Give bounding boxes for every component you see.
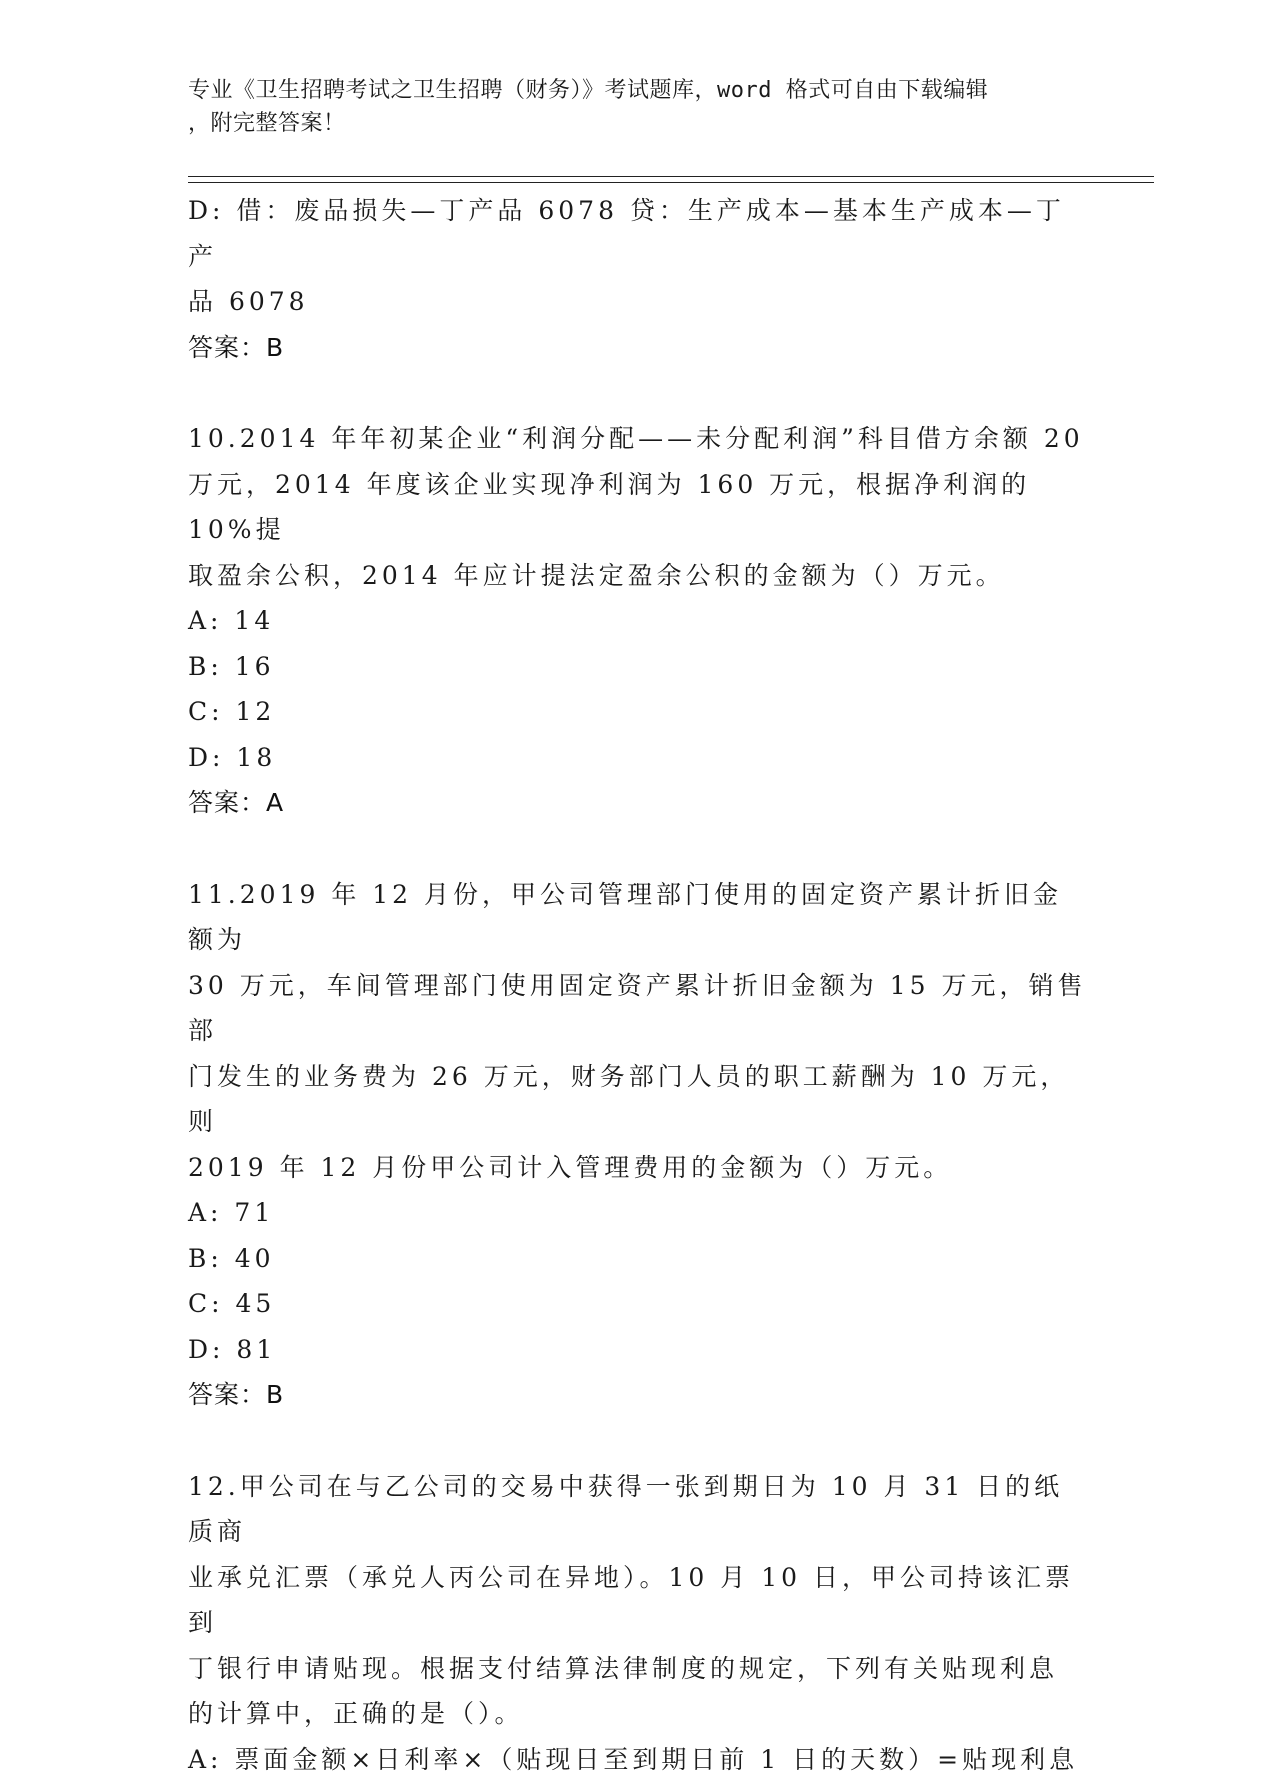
- option-d: D: 18: [188, 735, 1088, 781]
- document-body: [188, 188, 1088, 1782]
- question-stem-line: 业承兑汇票（承兑人丙公司在异地）。10 月 10 日，甲公司持该汇票到: [188, 1555, 1088, 1646]
- header-divider-top: [188, 176, 1154, 177]
- answer-label: 答案：B: [188, 1372, 1088, 1418]
- header-line-2: ，附完整答案！: [188, 107, 1088, 140]
- header-line-1: 专业《卫生招聘考试之卫生招聘（财务）》考试题库，word 格式可自由下载编辑: [188, 74, 1088, 107]
- question-stem-line: 丁银行申请贴现。根据支付结算法律制度的规定，下列有关贴现利息: [188, 1646, 1088, 1692]
- spacer: [188, 826, 1088, 872]
- option-d-line-1: D: 借：废品损失—丁产品 6078 贷：生产成本—基本生产成本—丁产: [188, 188, 1088, 279]
- question-stem-line: 取盈余公积，2014 年应计提法定盈余公积的金额为（）万元。: [188, 553, 1088, 599]
- previous-question-tail: [188, 188, 1088, 370]
- document-header: [188, 74, 1088, 140]
- question-stem-line: 11.2019 年 12 月份，甲公司管理部门使用的固定资产累计折旧金额为: [188, 872, 1088, 963]
- option-b: B: 40: [188, 1236, 1088, 1282]
- answer-label: 答案：B: [188, 325, 1088, 371]
- question-stem-line: 12.甲公司在与乙公司的交易中获得一张到期日为 10 月 31 日的纸质商: [188, 1464, 1088, 1555]
- option-a: A: 14: [188, 598, 1088, 644]
- question-stem-line: 30 万元，车间管理部门使用固定资产累计折旧金额为 15 万元，销售部: [188, 963, 1088, 1054]
- question-stem-line: 2019 年 12 月份甲公司计入管理费用的金额为（）万元。: [188, 1145, 1088, 1191]
- question-11: [188, 872, 1088, 1418]
- option-d: D: 81: [188, 1327, 1088, 1373]
- option-a: A: 票面金额×日利率×（贴现日至到期日前 1 日的天数）=贴现利息: [188, 1737, 1088, 1782]
- answer-label: 答案：A: [188, 780, 1088, 826]
- option-b: B: 16: [188, 644, 1088, 690]
- question-10: [188, 416, 1088, 826]
- option-c: C: 45: [188, 1281, 1088, 1327]
- question-12: [188, 1464, 1088, 1782]
- question-stem-line: 10.2014 年年初某企业“利润分配——未分配利润”科目借方余额 20: [188, 416, 1088, 462]
- header-divider-bottom: [188, 182, 1154, 183]
- question-stem-line: 的计算中，正确的是（）。: [188, 1691, 1088, 1737]
- spacer: [188, 370, 1088, 416]
- question-stem-line: 门发生的业务费为 26 万元，财务部门人员的职工薪酬为 10 万元，则: [188, 1054, 1088, 1145]
- question-stem-line: 万元，2014 年度该企业实现净利润为 160 万元，根据净利润的 10%提: [188, 462, 1088, 553]
- spacer: [188, 1418, 1088, 1464]
- option-c: C: 12: [188, 689, 1088, 735]
- option-d-line-2: 品 6078: [188, 279, 1088, 325]
- option-a: A: 71: [188, 1190, 1088, 1236]
